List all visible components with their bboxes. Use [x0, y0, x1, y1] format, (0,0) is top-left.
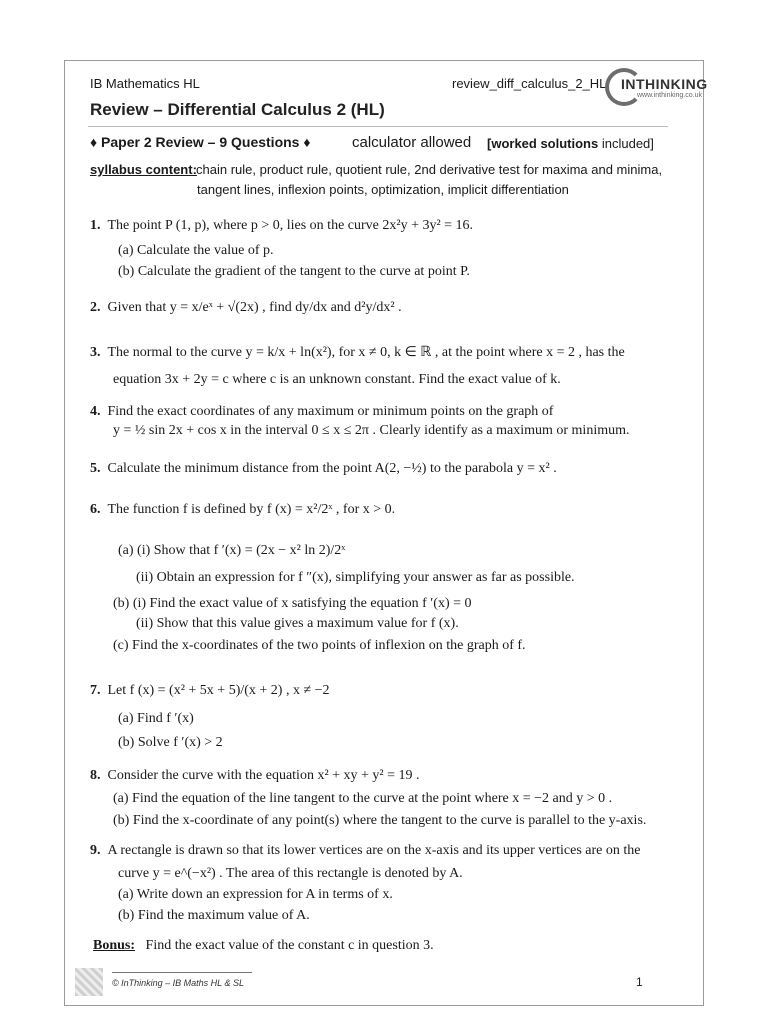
logo-text: INTHINKING [621, 76, 708, 92]
calculator-note: calculator allowed [352, 134, 472, 151]
syllabus-line-2: tangent lines, inflexion points, optimization, implicit differentiation [197, 182, 569, 197]
divider [88, 126, 668, 127]
scan-artifact [75, 968, 103, 996]
question-6b-i: (b) (i) Find the exact value of x satisfying the equation f ′(x) = 0 [113, 596, 472, 611]
question-2: 2. Given that y = x/eˣ + √(2x) , find dy/dx and d²y/dx² . [90, 300, 402, 315]
question-1: 1. The point P (1, p), where p > 0, lies on the curve 2x²y + 3y² = 16. [90, 218, 474, 233]
question-1b: (b) Calculate the gradient of the tangent to the curve at point P. [118, 264, 470, 279]
footer-copyright: © InThinking – IB Maths HL & SL [112, 978, 245, 988]
file-id: review_diff_calculus_2_HL [452, 76, 607, 91]
question-6a-i: (a) (i) Show that f ′(x) = (2x − x² ln 2)/2ˣ [118, 543, 346, 558]
question-6c: (c) Find the x-coordinates of the two points of inflexion on the graph of f. [113, 638, 526, 653]
question-1a: (a) Calculate the value of p. [118, 243, 274, 258]
question-7b: (b) Solve f ′(x) > 2 [118, 735, 223, 750]
question-3: 3. The normal to the curve y = k/x + ln(x²), for x ≠ 0, k ∈ ℝ , at the point where x = 2 , has the [90, 345, 625, 360]
question-4: 4. Find the exact coordinates of any maximum or minimum points on the graph of [90, 404, 554, 419]
question-8: 8. Consider the curve with the equation x² + xy + y² = 19 . [90, 768, 420, 783]
question-5: 5. Calculate the minimum distance from the point A(2, −½) to the parabola y = x² . [90, 461, 557, 476]
syllabus-line-1: chain rule, product rule, quotient rule, 2nd derivative test for maxima and minima, [196, 162, 663, 177]
logo-url: www.inthinking.co.uk [637, 92, 702, 99]
question-7: 7. Let f (x) = (x² + 5x + 5)/(x + 2) , x ≠ −2 [90, 683, 330, 698]
question-8a: (a) Find the equation of the line tangent to the curve at the point where x = −2 and y > 0 . [113, 791, 613, 806]
question-8b: (b) Find the x-coordinate of any point(s) where the tangent to the curve is parallel to the y-axis. [113, 813, 647, 828]
question-4-line-2: y = ½ sin 2x + cos x in the interval 0 ≤ x ≤ 2π . Clearly identify as a maximum or minimum. [113, 423, 630, 438]
question-9b: (b) Find the maximum value of A. [118, 908, 310, 923]
page-number: 1 [636, 975, 643, 989]
page-title: Review – Differential Calculus 2 (HL) [90, 100, 385, 119]
question-7a: (a) Find f ′(x) [118, 711, 194, 726]
question-3-line-2: equation 3x + 2y = c where c is an unknown constant. Find the exact value of k. [113, 372, 561, 387]
question-9-line-2: curve y = e^(−x²) . The area of this rectangle is denoted by A. [118, 866, 463, 881]
footer-divider [112, 972, 252, 973]
question-6: 6. The function f is defined by f (x) = x²/2ˣ , for x > 0. [90, 502, 396, 517]
syllabus-label: syllabus content: [90, 162, 197, 177]
inthinking-logo [605, 68, 708, 108]
page-border [64, 60, 704, 1006]
question-6b-ii: (ii) Show that this value gives a maximum value for f (x). [136, 616, 459, 631]
bonus-question: Bonus: Find the exact value of the constant c in question 3. [93, 938, 434, 953]
question-9a: (a) Write down an expression for A in terms of x. [118, 887, 393, 902]
question-9: 9. A rectangle is drawn so that its lower vertices are on the x-axis and its upper vertices are on the [90, 843, 641, 858]
question-6a-ii: (ii) Obtain an expression for f ″(x), simplifying your answer as far as possible. [136, 570, 575, 585]
paper-label: ♦ Paper 2 Review – 9 Questions ♦ [90, 134, 311, 150]
worked-solutions-note: [worked solutions included] [487, 136, 654, 151]
course-label: IB Mathematics HL [90, 76, 200, 91]
